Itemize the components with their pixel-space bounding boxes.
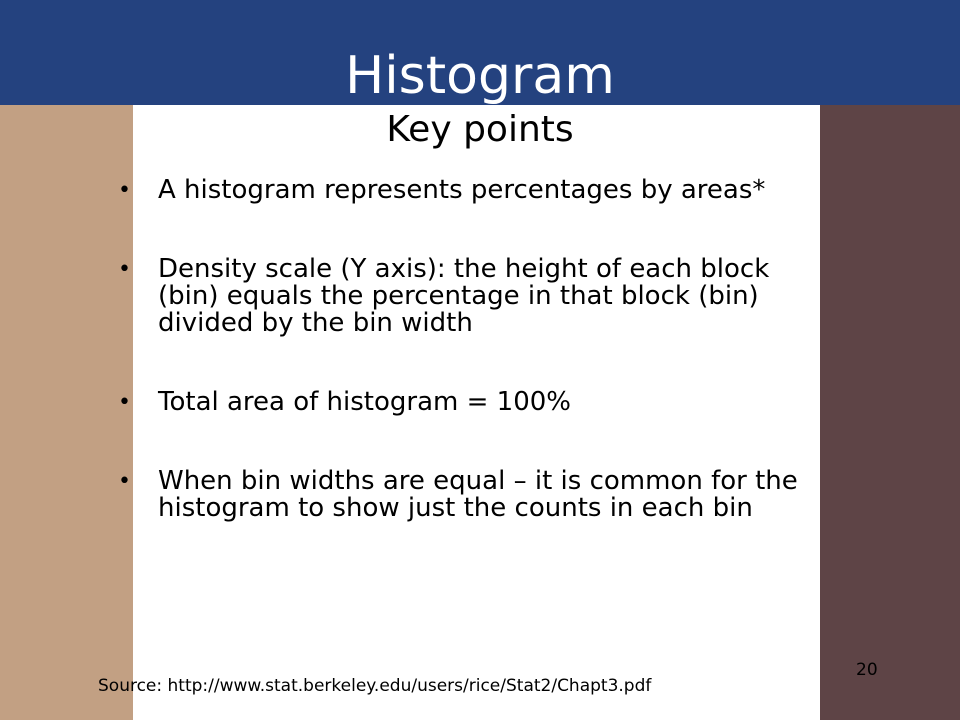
bullet-text: A histogram represents percentages by areas* — [158, 175, 766, 205]
bullet-item — [118, 389, 808, 416]
page-number: 20 — [856, 660, 878, 680]
bullet-item — [118, 177, 808, 204]
bullet-dot-icon: • — [118, 469, 131, 494]
bullet-dot-icon: • — [118, 390, 131, 415]
bullet-list — [118, 177, 808, 574]
bullet-item — [118, 256, 808, 337]
bullet-text: Total area of histogram = 100% — [158, 387, 572, 417]
bullet-dot-icon: • — [118, 257, 131, 282]
source-citation: Source: http://www.stat.berkeley.edu/users/rice/Stat2/Chapt3.pdf — [98, 676, 652, 696]
slide-subtitle: Key points — [386, 109, 574, 150]
bullet-text: Density scale (Y axis): the height of each block (bin) equals the percentage in that block (bin) divided by the bin width — [158, 254, 770, 338]
bullet-item — [118, 468, 808, 522]
bullet-text: When bin widths are equal – it is common for the histogram to show just the counts in each bin — [158, 466, 798, 523]
bullet-dot-icon: • — [118, 178, 131, 203]
slide-title: Histogram — [345, 46, 615, 106]
